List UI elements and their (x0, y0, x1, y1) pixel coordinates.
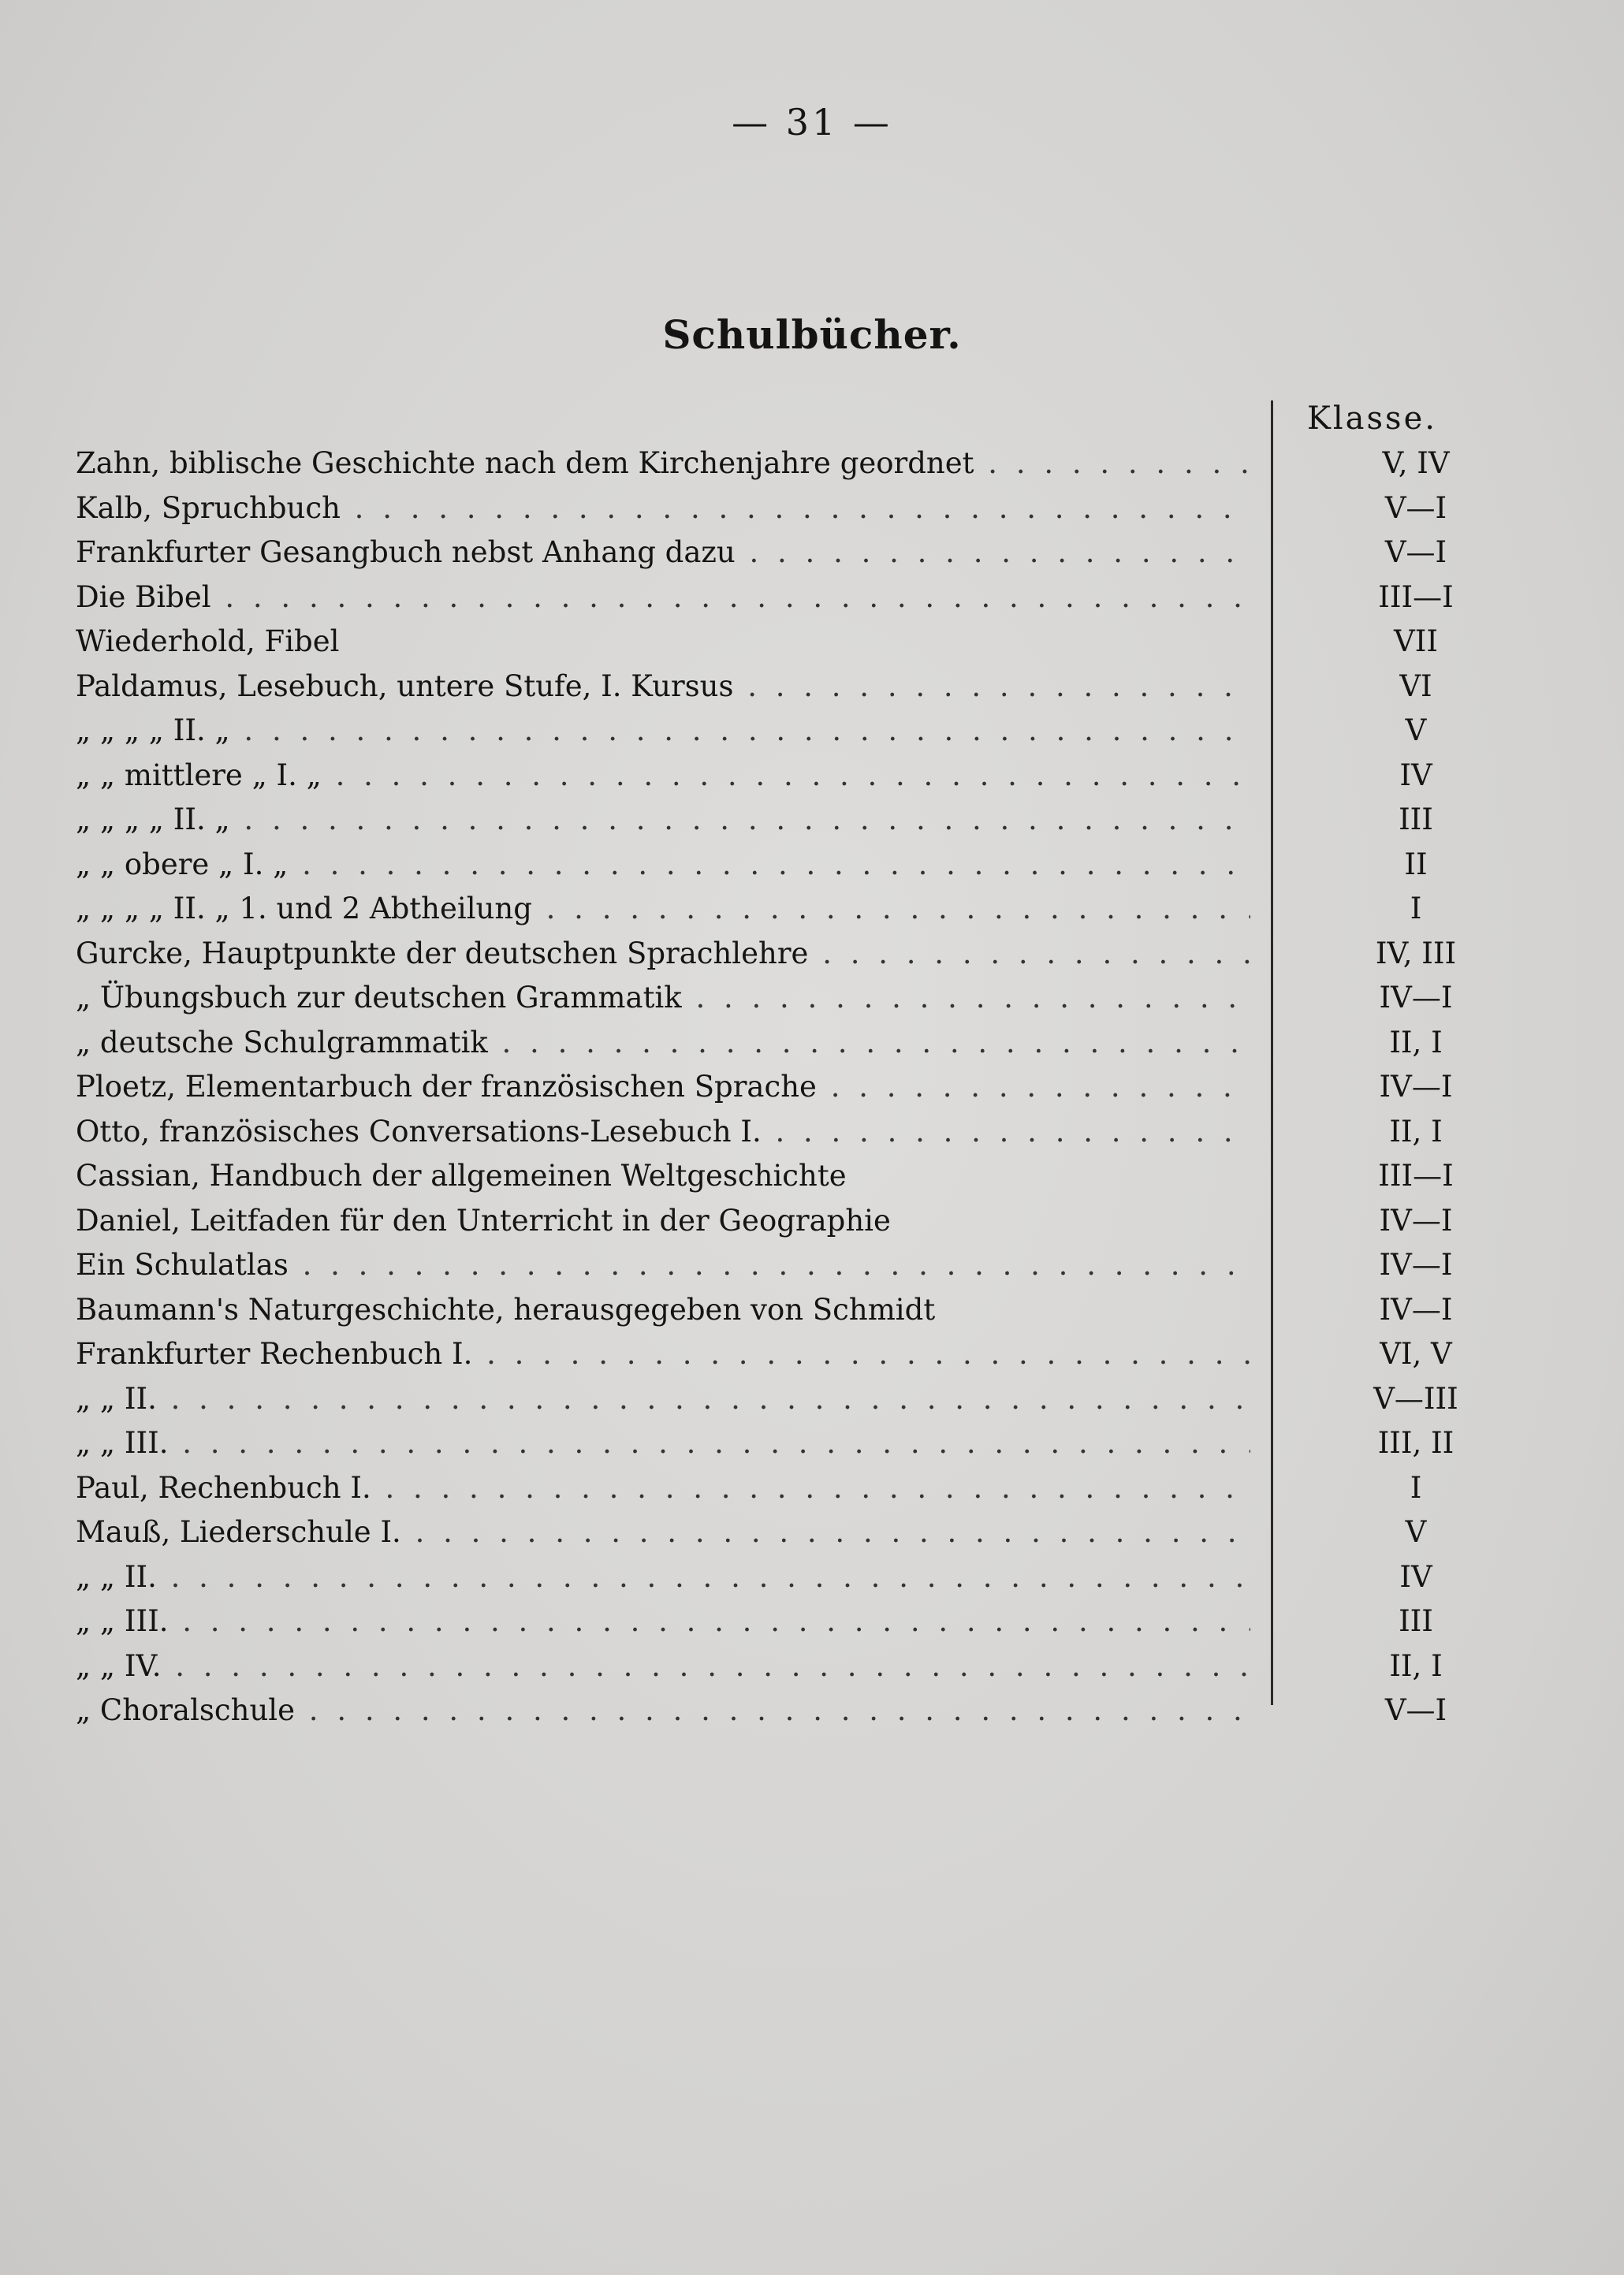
list-item (76, 1110, 1443, 1155)
book-title: Frankfurter Gesangbuch nebst Anhang dazu . . (76, 531, 1250, 575)
book-title: Zahn, biblische Geschichte nach dem Kirchenjahre geordnet . . (76, 441, 1250, 486)
book-title: „ „ III. . . (76, 1599, 1250, 1644)
page-number: — 31 — (732, 101, 892, 143)
textbook-list (76, 441, 1458, 1733)
book-title: Mauß, Liederschule I. . . (76, 1510, 1250, 1555)
book-klasse: V—I (1384, 490, 1447, 525)
book-klasse: VI (1399, 668, 1432, 703)
book-klasse: IV—I (1379, 981, 1453, 1015)
section-heading: Schulbücher. (662, 311, 962, 358)
book-title: „ „ III. . . (76, 1421, 1250, 1466)
book-title: „ „ II. . . (76, 1555, 1250, 1600)
book-title: Otto, französisches Conversations-Lesebuch I. . . (76, 1110, 1250, 1155)
list-item (76, 486, 1447, 531)
book-klasse: III, II (1377, 1426, 1455, 1460)
book-title: „ Choralschule . . (76, 1689, 1250, 1733)
book-title: „ Übungsbuch zur deutschen Grammatik . . (76, 976, 1250, 1021)
book-title: „ „ II. . . (76, 1377, 1250, 1422)
list-item (76, 1421, 1455, 1466)
column-header-klasse: Klasse. (1307, 400, 1437, 437)
list-item (76, 1510, 1427, 1555)
book-title: Kalb, Spruchbuch . . (76, 486, 1250, 531)
book-klasse: V (1405, 1515, 1427, 1549)
list-item (76, 1332, 1452, 1377)
book-klasse: II (1404, 847, 1428, 881)
list-item (76, 1466, 1422, 1511)
list-item (76, 1288, 1453, 1333)
book-klasse: III (1399, 802, 1433, 836)
list-item (76, 441, 1450, 486)
list-item (76, 531, 1447, 575)
book-klasse: V—I (1384, 1693, 1447, 1727)
list-item (76, 1377, 1458, 1422)
book-title: Cassian, Handbuch der allgemeinen Weltgeschichte (76, 1159, 847, 1193)
list-item (76, 1243, 1453, 1288)
book-title: Ploetz, Elementarbuch der französischen Sprache . . (76, 1065, 1250, 1110)
book-klasse: III (1399, 1604, 1433, 1638)
book-title: „ deutsche Schulgrammatik . . (76, 1021, 1250, 1066)
list-item (76, 887, 1422, 932)
book-title: Die Bibel . . (76, 575, 1250, 620)
list-item (76, 1154, 1454, 1199)
book-klasse: II, I (1389, 1648, 1443, 1683)
book-title: Daniel, Leitfaden für den Unterricht in der Geographie (76, 1203, 891, 1238)
list-item (76, 1199, 1453, 1244)
book-klasse: VII (1394, 624, 1438, 658)
book-title: Baumann's Naturgeschichte, herausgegeben von Schmidt (76, 1292, 936, 1327)
book-klasse: IV—I (1379, 1248, 1453, 1282)
book-title: „ „ „ „ II. „ . . (76, 798, 1250, 843)
book-title: „ „ „ „ II. „ . . (76, 709, 1250, 754)
list-item (76, 1555, 1432, 1600)
book-title: „ „ „ „ II. „ 1. und 2 Abtheilung . . (76, 887, 1250, 932)
list-item (76, 709, 1427, 754)
book-title: Paldamus, Lesebuch, untere Stufe, I. Kursus . . (76, 665, 1250, 709)
book-klasse: II, I (1389, 1025, 1443, 1059)
list-item (76, 843, 1428, 888)
book-klasse: V (1405, 713, 1427, 747)
book-klasse: I (1410, 892, 1422, 925)
book-title: Ein Schulatlas . . (76, 1243, 1250, 1288)
book-klasse: II, I (1389, 1114, 1443, 1149)
book-klasse: V—I (1384, 535, 1447, 569)
book-klasse: IV—I (1379, 1203, 1453, 1238)
list-item (76, 1599, 1433, 1644)
book-title: „ „ IV. . . (76, 1644, 1250, 1689)
book-klasse: IV, III (1375, 936, 1457, 970)
list-item (76, 575, 1454, 620)
list-item (76, 976, 1453, 1021)
book-klasse: V—III (1373, 1381, 1458, 1416)
book-klasse: VI, V (1380, 1337, 1452, 1371)
list-item (76, 1065, 1453, 1110)
book-klasse: IV (1399, 758, 1432, 792)
book-klasse: I (1410, 1470, 1422, 1505)
book-klasse: IV (1399, 1559, 1432, 1594)
list-item (76, 1689, 1447, 1733)
book-title: „ „ obere „ I. „ . . (76, 843, 1250, 888)
list-item (76, 1644, 1443, 1689)
book-klasse: IV—I (1379, 1070, 1453, 1104)
list-item (76, 754, 1432, 799)
list-item (76, 620, 1438, 665)
list-item (76, 932, 1457, 977)
book-title: Gurcke, Hauptpunkte der deutschen Sprachlehre . . (76, 932, 1250, 977)
book-title: Wiederhold, Fibel (76, 624, 340, 658)
book-title: „ „ mittlere „ I. „ . . (76, 754, 1250, 799)
list-item (76, 798, 1433, 843)
book-title: Frankfurter Rechenbuch I. . . (76, 1332, 1250, 1377)
book-title: Paul, Rechenbuch I. . . (76, 1466, 1250, 1511)
book-klasse: V, IV (1382, 446, 1450, 480)
book-klasse: III—I (1378, 579, 1454, 614)
book-klasse: IV—I (1379, 1292, 1453, 1327)
list-item (76, 665, 1432, 709)
list-item (76, 1021, 1443, 1066)
book-klasse: III—I (1378, 1159, 1454, 1193)
